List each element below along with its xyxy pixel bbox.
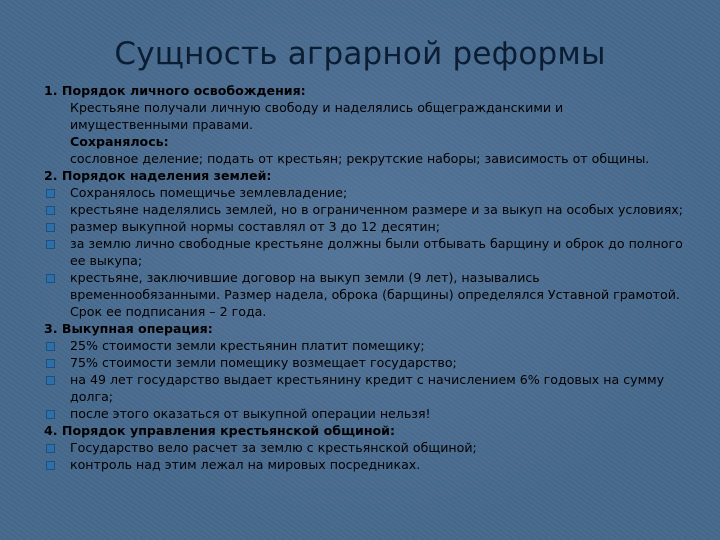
section-heading [44,422,684,439]
slide-title: Сущность аграрной реформы [114,36,606,72]
list-item [44,269,684,320]
square-bullet-icon [46,223,55,232]
list-item-text: контроль над этим лежал на мировых посредниках. [70,457,421,472]
square-bullet-icon [46,274,55,283]
square-bullet-icon [46,240,55,249]
indented-text-content: сословное деление; подать от крестьян; рекрутские наборы; зависимость от общины. [70,151,650,166]
square-bullet-icon [46,359,55,368]
list-item-text: 75% стоимости земли помещику возмещает государство; [70,355,457,370]
square-bullet-icon [46,376,55,385]
list-item [44,337,684,354]
list-item [44,184,684,201]
list-item [44,201,684,218]
section-heading [44,320,684,337]
square-bullet-icon [46,342,55,351]
list-item-text: на 49 лет государство выдает крестьянину кредит с начислением 6% годовых на сумму долга; [70,372,665,404]
list-item [44,456,684,473]
section-heading [44,167,684,184]
list-item-text: размер выкупной нормы составлял от 3 до 12 десятин; [70,219,440,234]
square-bullet-icon [46,410,55,419]
list-item-text: 25% стоимости земли крестьянин платит помещику; [70,338,425,353]
list-item [44,371,684,405]
list-item-text: крестьяне, заключившие договор на выкуп земли (9 лет), назывались временнообязанными. Размер надела, оброка (барщины) определялся Уставной грамотой. Срок ее подписания – 2 года. [70,270,680,319]
indented-text-content: Крестьяне получали личную свободу и наделялись общегражданскими и имущественными правами. [70,100,564,132]
list-item-text: крестьяне наделялись землей, но в ограниченном размере и за выкуп на особых условиях; [70,202,683,217]
section-heading-text: 1. Порядок личного освобождения: [44,83,306,98]
square-bullet-icon [46,444,55,453]
list-item [44,354,684,371]
list-item [44,439,684,456]
indented-text [44,133,684,150]
list-item-text: Сохранялось помещичье землевладение; [70,185,348,200]
list-item-text: Государство вело расчет за землю с крестьянской общиной; [70,440,477,455]
list-item-text: за землю лично свободные крестьяне должны были отбывать барщину и оброк до полного ее выкупа; [70,236,683,268]
list-item-text: после этого оказаться от выкупной операции нельзя! [70,406,431,421]
indented-text-content: Сохранялось: [70,134,169,149]
square-bullet-icon [46,461,55,470]
list-item [44,218,684,235]
slide-content [44,82,684,473]
section-heading-text: 3. Выкупная операция: [44,321,213,336]
square-bullet-icon [46,189,55,198]
indented-text [44,99,684,133]
list-item [44,235,684,269]
indented-text [44,150,684,167]
section-heading-text: 4. Порядок управления крестьянской общиной: [44,423,396,438]
section-heading-text: 2. Порядок наделения землей: [44,168,272,183]
section-heading [44,82,684,99]
list-item [44,405,684,422]
square-bullet-icon [46,206,55,215]
